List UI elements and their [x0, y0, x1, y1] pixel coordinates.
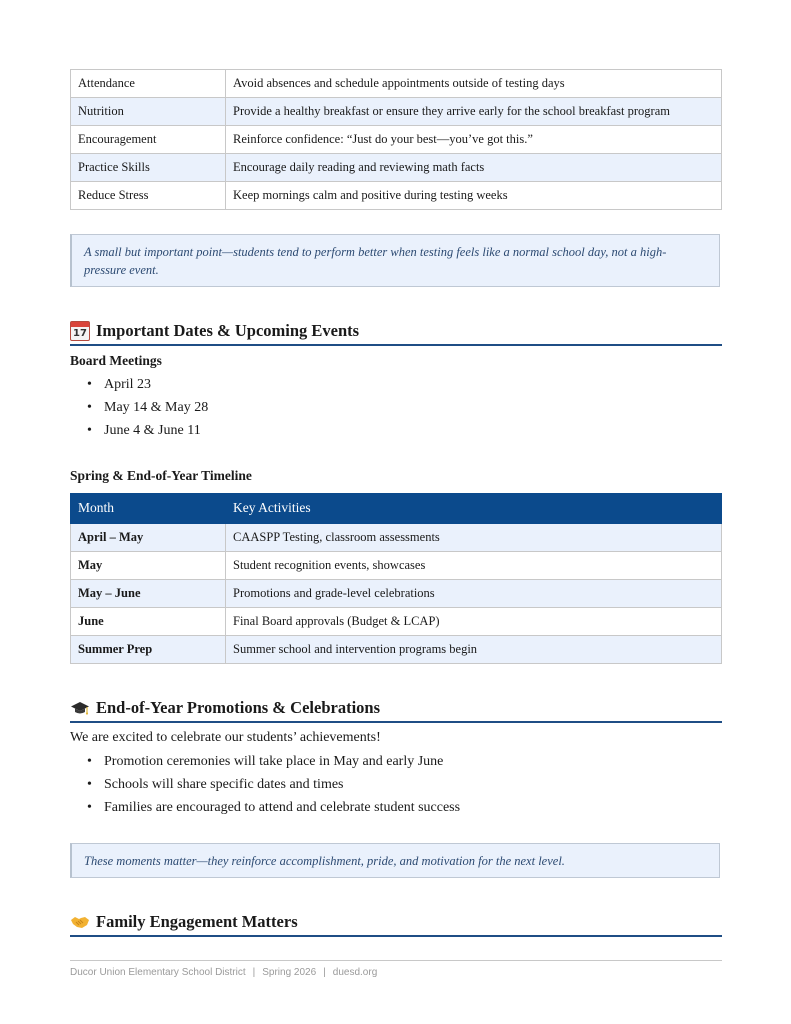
dates-heading-text: Important Dates & Upcoming Events [96, 321, 360, 340]
testing-tips-table [70, 69, 722, 210]
promotions-callout: These moments matter—they reinforce accomplishment, pride, and motivation for the next level. [70, 843, 720, 878]
column-header-month: Month [71, 494, 226, 524]
dates-section-heading [70, 321, 722, 346]
timeline-table [70, 493, 722, 664]
list-item: • Promotion ceremonies will take place in May and early June [70, 750, 460, 773]
table-cell-month: Summer Prep [71, 636, 226, 664]
promotions-intro: We are excited to celebrate our students’ achievements! [70, 730, 381, 745]
promotions-section-heading [70, 698, 722, 723]
table-cell-month: June [71, 608, 226, 636]
page-footer [70, 960, 722, 978]
footer-separator: | [323, 967, 326, 978]
table-cell-month: May [71, 552, 226, 580]
table-cell-topic: Encouragement [71, 126, 226, 154]
table-cell-tip: Keep mornings calm and positive during testing weeks [226, 182, 722, 210]
table-cell-topic: Practice Skills [71, 154, 226, 182]
table-cell-tip: Provide a healthy breakfast or ensure they arrive early for the school breakfast program [226, 98, 722, 126]
table-row [71, 182, 722, 210]
table-cell-tip: Encourage daily reading and reviewing math facts [226, 154, 722, 182]
footer-district: Ducor Union Elementary School District [70, 967, 246, 978]
table-cell-topic: Reduce Stress [71, 182, 226, 210]
table-cell-activity: Student recognition events, showcases [226, 552, 722, 580]
table-header-row [71, 494, 722, 524]
table-row [71, 126, 722, 154]
table-cell-activity: CAASPP Testing, classroom assessments [226, 524, 722, 552]
table-cell-activity: Final Board approvals (Budget & LCAP) [226, 608, 722, 636]
testing-callout: A small but important point—students tend to perform better when testing feels like a normal school day, not a high-pressure event. [70, 234, 720, 287]
board-meetings-list [70, 373, 208, 442]
timeline-heading: Spring & End-of-Year Timeline [70, 468, 252, 483]
table-cell-month: May – June [71, 580, 226, 608]
table-cell-activity: Summer school and intervention programs begin [226, 636, 722, 664]
list-item: • Families are encouraged to attend and celebrate student success [70, 796, 460, 819]
table-row [71, 154, 722, 182]
table-row [71, 524, 722, 552]
table-row [71, 608, 722, 636]
table-cell-tip: Reinforce confidence: “Just do your best—you’ve got this.” [226, 126, 722, 154]
table-cell-activity: Promotions and grade-level celebrations [226, 580, 722, 608]
column-header-activities: Key Activities [226, 494, 722, 524]
table-row [71, 580, 722, 608]
footer-separator: | [252, 967, 256, 978]
table-cell-topic: Attendance [71, 70, 226, 98]
list-item: • April 23 [70, 373, 208, 396]
table-row [71, 552, 722, 580]
list-item: • June 4 & June 11 [70, 419, 208, 442]
engagement-heading-text: Family Engagement Matters [96, 912, 298, 931]
footer-season: Spring 2026 [262, 967, 317, 978]
promotions-list [70, 750, 460, 819]
table-cell-topic: Nutrition [71, 98, 226, 126]
promotions-heading-text: End-of-Year Promotions & Celebrations [96, 698, 380, 717]
engagement-section-heading [70, 912, 722, 937]
calendar-icon: 17 [70, 321, 90, 341]
table-cell-month: April – May [71, 524, 226, 552]
table-cell-tip: Avoid absences and schedule appointments outside of testing days [226, 70, 722, 98]
list-item: • Schools will share specific dates and times [70, 773, 460, 796]
handshake-icon [70, 912, 90, 932]
board-meetings-heading: Board Meetings [70, 353, 162, 368]
graduation-cap-icon [70, 698, 90, 718]
footer-website[interactable]: duesd.org [332, 967, 378, 978]
list-item: • May 14 & May 28 [70, 396, 208, 419]
table-row [71, 70, 722, 98]
table-row [71, 98, 722, 126]
table-row [71, 636, 722, 664]
